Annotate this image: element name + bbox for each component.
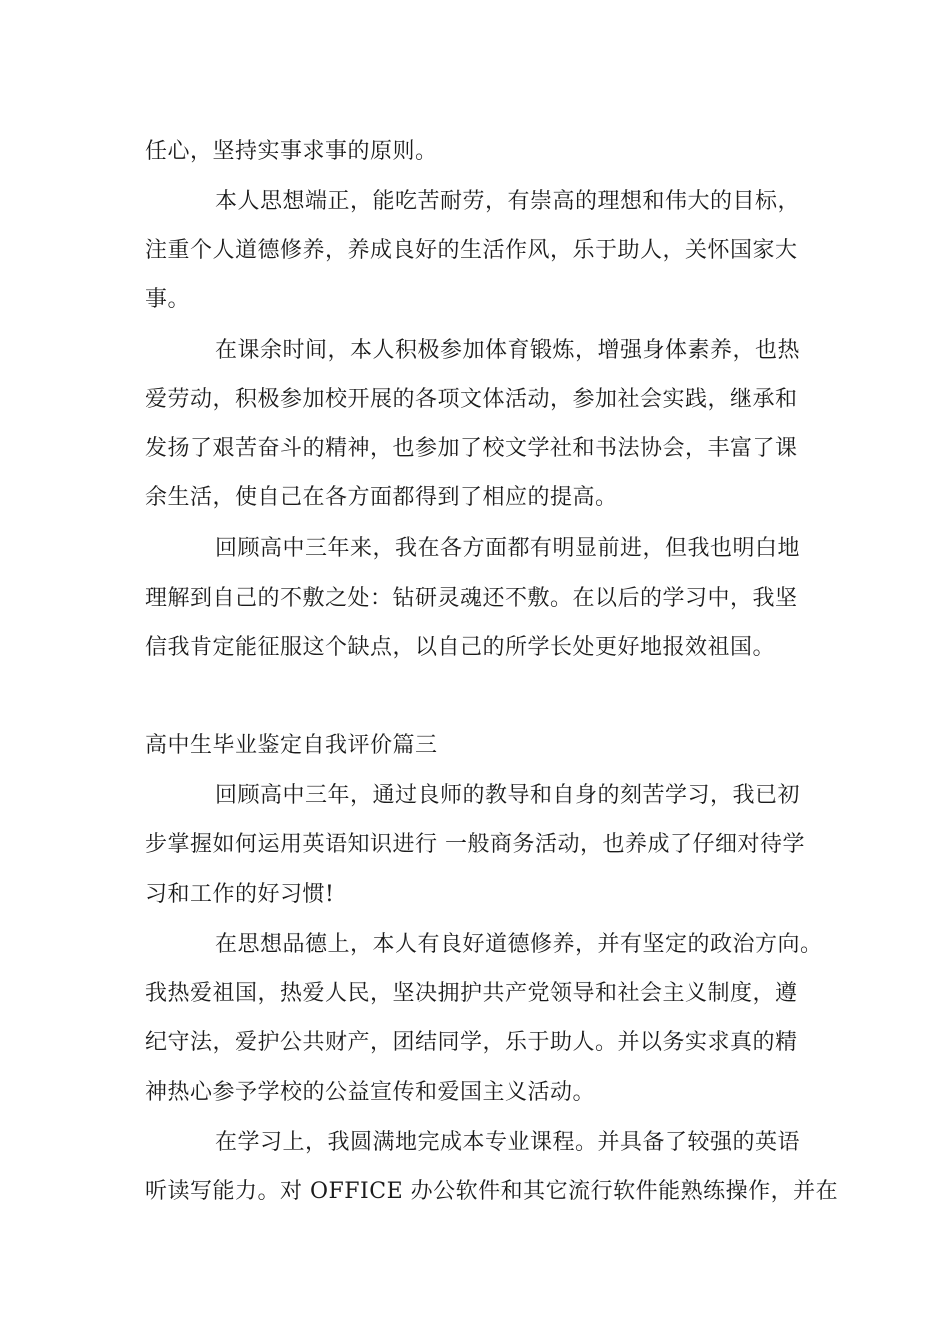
paragraph-line: 步掌握如何运用英语知识进行 一般商务活动，也养成了仔细对待学 xyxy=(145,832,805,857)
paragraph-line: 事。 xyxy=(145,287,191,312)
paragraph-line: 理解到自己的不敷之处：钻研灵魂还不敷。在以后的学习中，我坚 xyxy=(145,586,798,611)
paragraph-line: 习和工作的好习惯! xyxy=(145,882,335,907)
paragraph-line: 发扬了艰苦奋斗的精神，也参加了校文学社和书法协会，丰富了课 xyxy=(145,436,798,461)
paragraph-line: 本人思想端正，能吃苦耐劳，有崇高的理想和伟大的目标， xyxy=(215,189,801,214)
section-heading: 高中生毕业鉴定自我评价篇三 xyxy=(145,733,438,758)
paragraph-line: 在思想品德上，本人有良好道德修养，并有坚定的政治方向。 xyxy=(215,932,823,957)
paragraph-line: 纪守法，爱护公共财产，团结同学，乐于助人。并以务实求真的精 xyxy=(145,1030,798,1055)
paragraph-line: 我热爱祖国，热爱人民，坚决拥护共产党领导和社会主义制度，遵 xyxy=(145,981,798,1006)
paragraph-line: 回顾高中三年来，我在各方面都有明显前进，但我也明白地 xyxy=(215,536,801,561)
paragraph-line: 听读写能力。对 OFFICE 办公软件和其它流行软件能熟练操作，并在 xyxy=(145,1179,839,1204)
paragraph-line: 回顾高中三年，通过良师的教导和自身的刻苦学习，我已初 xyxy=(215,783,801,808)
paragraph-line: 在课余时间，本人积极参加体育锻炼，增强身体素养，也热 xyxy=(215,338,801,363)
paragraph-line: 信我肯定能征服这个缺点，以自己的所学长处更好地报效祖国。 xyxy=(145,635,776,660)
paragraph-line: 神热心参予学校的公益宣传和爱国主义活动。 xyxy=(145,1080,596,1105)
paragraph-line: 在学习上，我圆满地完成本专业课程。并具备了较强的英语 xyxy=(215,1130,801,1155)
paragraph-line: 任心，坚持实事求事的原则。 xyxy=(145,139,438,164)
paragraph-line: 注重个人道德修养，养成良好的生活作风，乐于助人，关怀国家大 xyxy=(145,238,798,263)
paragraph-line: 余生活，使自己在各方面都得到了相应的提高。 xyxy=(145,485,618,510)
paragraph-line: 爱劳动，积极参加校开展的各项文体活动，参加社会实践，继承和 xyxy=(145,387,798,412)
